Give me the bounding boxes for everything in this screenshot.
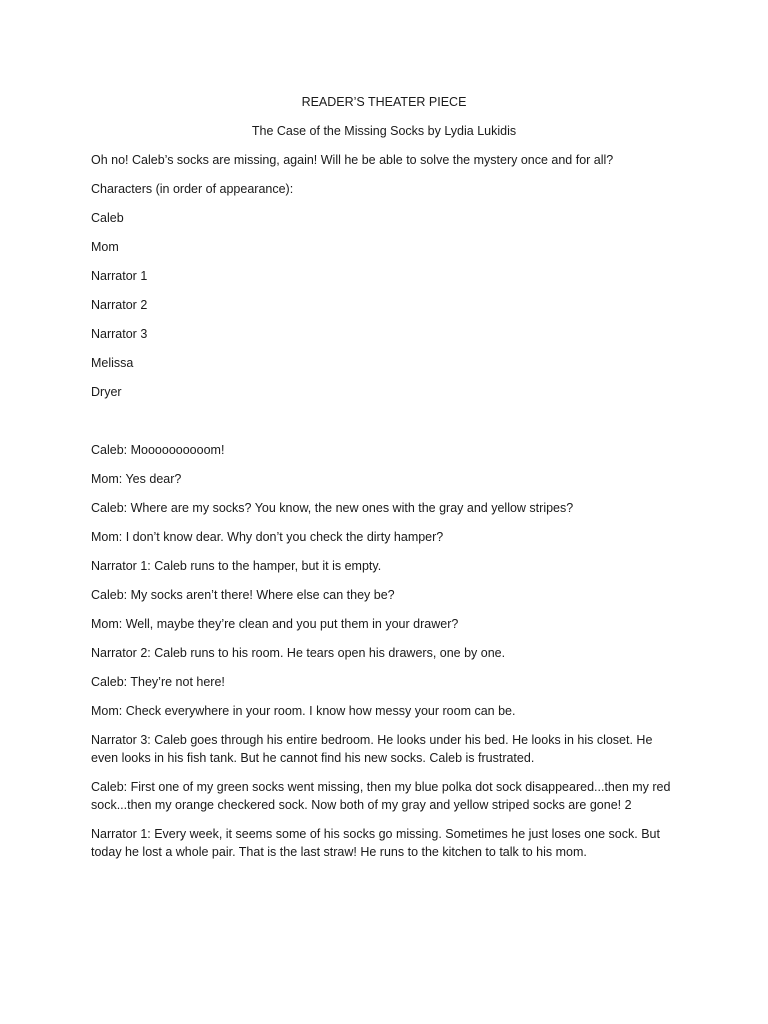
script-line: Caleb: Where are my socks? You know, the new ones with the gray and yellow stripes? (91, 501, 574, 515)
script-line: Caleb: Moooooooooom! (91, 443, 225, 457)
character-narrator-3: Narrator 3 (91, 327, 148, 341)
character-melissa: Melissa (91, 356, 134, 370)
script-line: Mom: Check everywhere in your room. I know how messy your room can be. (91, 704, 516, 718)
script-paragraph: Narrator 3: Caleb goes through his entire bedroom. He looks under his bed. He looks in his closet. He even looks in his fish tank. But he cannot find his new socks. Caleb is frustrated. (91, 733, 653, 765)
script-line: Mom: Well, maybe they’re clean and you put them in your drawer? (91, 617, 459, 631)
character-dryer: Dryer (91, 385, 122, 399)
script-line: Narrator 2: Caleb runs to his room. He tears open his drawers, one by one. (91, 646, 506, 660)
script-line: Narrator 1: Caleb runs to the hamper, but it is empty. (91, 559, 382, 573)
document-heading: READER’S THEATER PIECE (301, 95, 467, 109)
character-mom: Mom (91, 240, 119, 254)
intro-paragraph: Oh no! Caleb’s socks are missing, again! Will he be able to solve the mystery once and for all? (91, 153, 614, 167)
script-line: Caleb: They’re not here! (91, 675, 225, 689)
script-line: Caleb: My socks aren’t there! Where else can they be? (91, 588, 395, 602)
script-line: Mom: Yes dear? (91, 472, 182, 486)
document-title: The Case of the Missing Socks by Lydia Lukidis (251, 124, 517, 138)
character-narrator-2: Narrator 2 (91, 298, 148, 312)
script-paragraph: Narrator 1: Every week, it seems some of his socks go missing. Sometimes he just loses one sock. But today he lost a whole pair. That is the last straw! He runs to the kitchen to talk to his mom. (91, 827, 660, 859)
script-line: Mom: I don’t know dear. Why don’t you check the dirty hamper? (91, 530, 444, 544)
characters-label: Characters (in order of appearance): (91, 182, 294, 196)
script-paragraph: Caleb: First one of my green socks went missing, then my blue polka dot sock disappeared...then my red sock...then my orange checkered sock. Now both of my gray and yellow striped socks are gone! 2 (91, 780, 671, 812)
character-caleb: Caleb (91, 211, 124, 225)
character-narrator-1: Narrator 1 (91, 269, 148, 283)
